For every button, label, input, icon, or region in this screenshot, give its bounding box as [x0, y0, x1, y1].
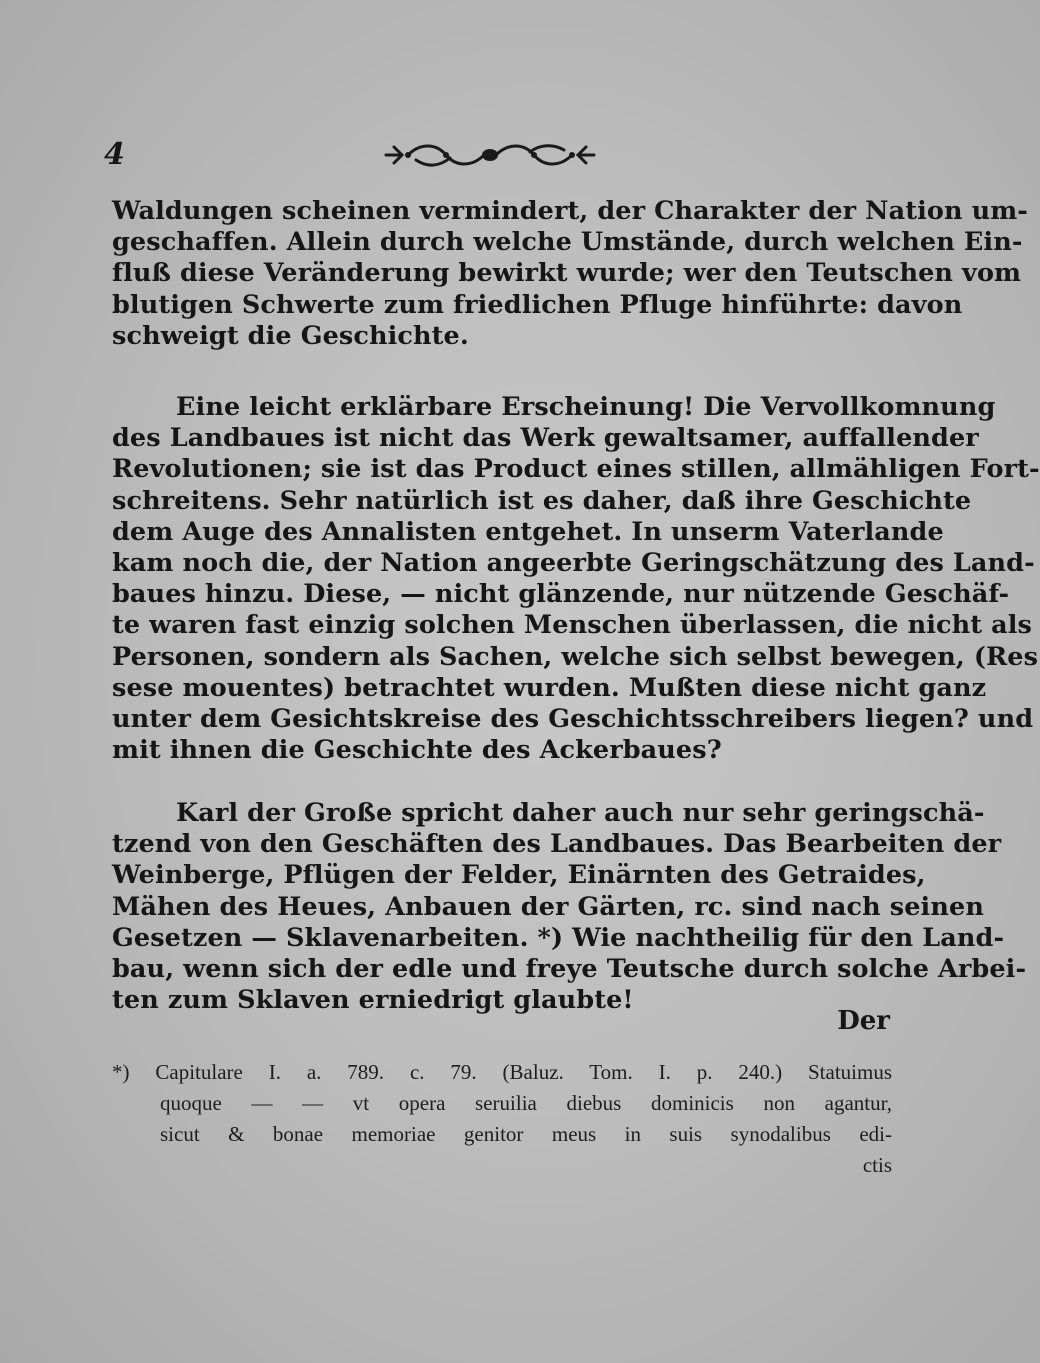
footnote-line: sicut & bonae memoriae genitor meus in suis synodalibus edi-	[160, 1122, 892, 1146]
text-line: Mähen des Heues, Anbauen der Gärten, rc. sind nach seinen	[112, 891, 984, 922]
text-line: Waldungen scheinen vermindert, der Charakter der Nation um-	[112, 196, 1028, 226]
footnote-line: *) Capitulare I. a. 789. c. 79. (Baluz. Tom. I. p. 240.) Statuimus	[112, 1060, 892, 1084]
footnote	[112, 1057, 892, 1181]
text-line: mit ihnen die Geschichte des Ackerbaues?	[112, 735, 722, 766]
paragraph-2	[112, 392, 1040, 766]
catchword: Der	[837, 1006, 890, 1036]
text-line: te waren fast einzig solchen Menschen überlassen, die nicht als	[112, 610, 1032, 641]
text-line: blutigen Schwerte zum friedlichen Pfluge hinführte: davon	[112, 289, 963, 320]
paragraph-1	[112, 196, 1028, 352]
ornament-divider-icon	[380, 138, 600, 172]
text-line: des Landbaues ist nicht das Werk gewaltsamer, auffallender	[112, 423, 979, 454]
text-line: Personen, sondern als Sachen, welche sich selbst bewegen, (Res	[112, 641, 1039, 672]
text-line: bau, wenn sich der edle und freye Teutsche durch solche Arbei-	[112, 953, 1027, 984]
page-number: 4	[104, 137, 125, 172]
text-line: kam noch die, der Nation angeerbte Geringschätzung des Land-	[112, 547, 1035, 578]
text-line: schreitens. Sehr natürlich ist es daher, daß ihre Geschichte	[112, 485, 972, 516]
footnote-line: quoque — — vt opera seruilia diebus dominicis non agantur,	[160, 1091, 892, 1115]
paragraph-3	[112, 798, 1027, 1016]
text-line: unter dem Gesichtskreise des Geschichtsschreibers liegen? und	[112, 703, 1034, 734]
text-line: Weinberge, Pflügen der Felder, Einärnten des Getraides,	[112, 860, 926, 891]
text-line: sese mouentes) betrachtet wurden. Mußten diese nicht ganz	[112, 672, 987, 703]
text-line: Gesetzen — Sklavenarbeiten. *) Wie nachtheilig für den Land-	[112, 922, 1005, 953]
text-line: Eine leicht erklärbare Erscheinung! Die Vervollkomnung	[176, 392, 996, 422]
text-line: tzend von den Geschäften des Landbaues. Das Bearbeiten der	[112, 829, 1002, 860]
text-line: Revolutionen; sie ist das Product eines stillen, allmähligen Fort-	[112, 454, 1040, 485]
text-line: fluß diese Veränderung bewirkt wurde; wer den Teutschen vom	[112, 258, 1022, 289]
text-line: baues hinzu. Diese, — nicht glänzende, nur nützende Geschäf-	[112, 579, 1010, 610]
footnote-line: ctis	[862, 1153, 892, 1177]
text-line: dem Auge des Annalisten entgehet. In unserm Vaterlande	[112, 516, 944, 547]
text-line: schweigt die Geschichte.	[112, 320, 469, 351]
text-line: ten zum Sklaven erniedrigt glaubte!	[112, 985, 634, 1016]
text-line: Karl der Große spricht daher auch nur sehr geringschä-	[176, 798, 985, 828]
text-line: geschaffen. Allein durch welche Umstände, durch welchen Ein-	[112, 227, 1023, 258]
